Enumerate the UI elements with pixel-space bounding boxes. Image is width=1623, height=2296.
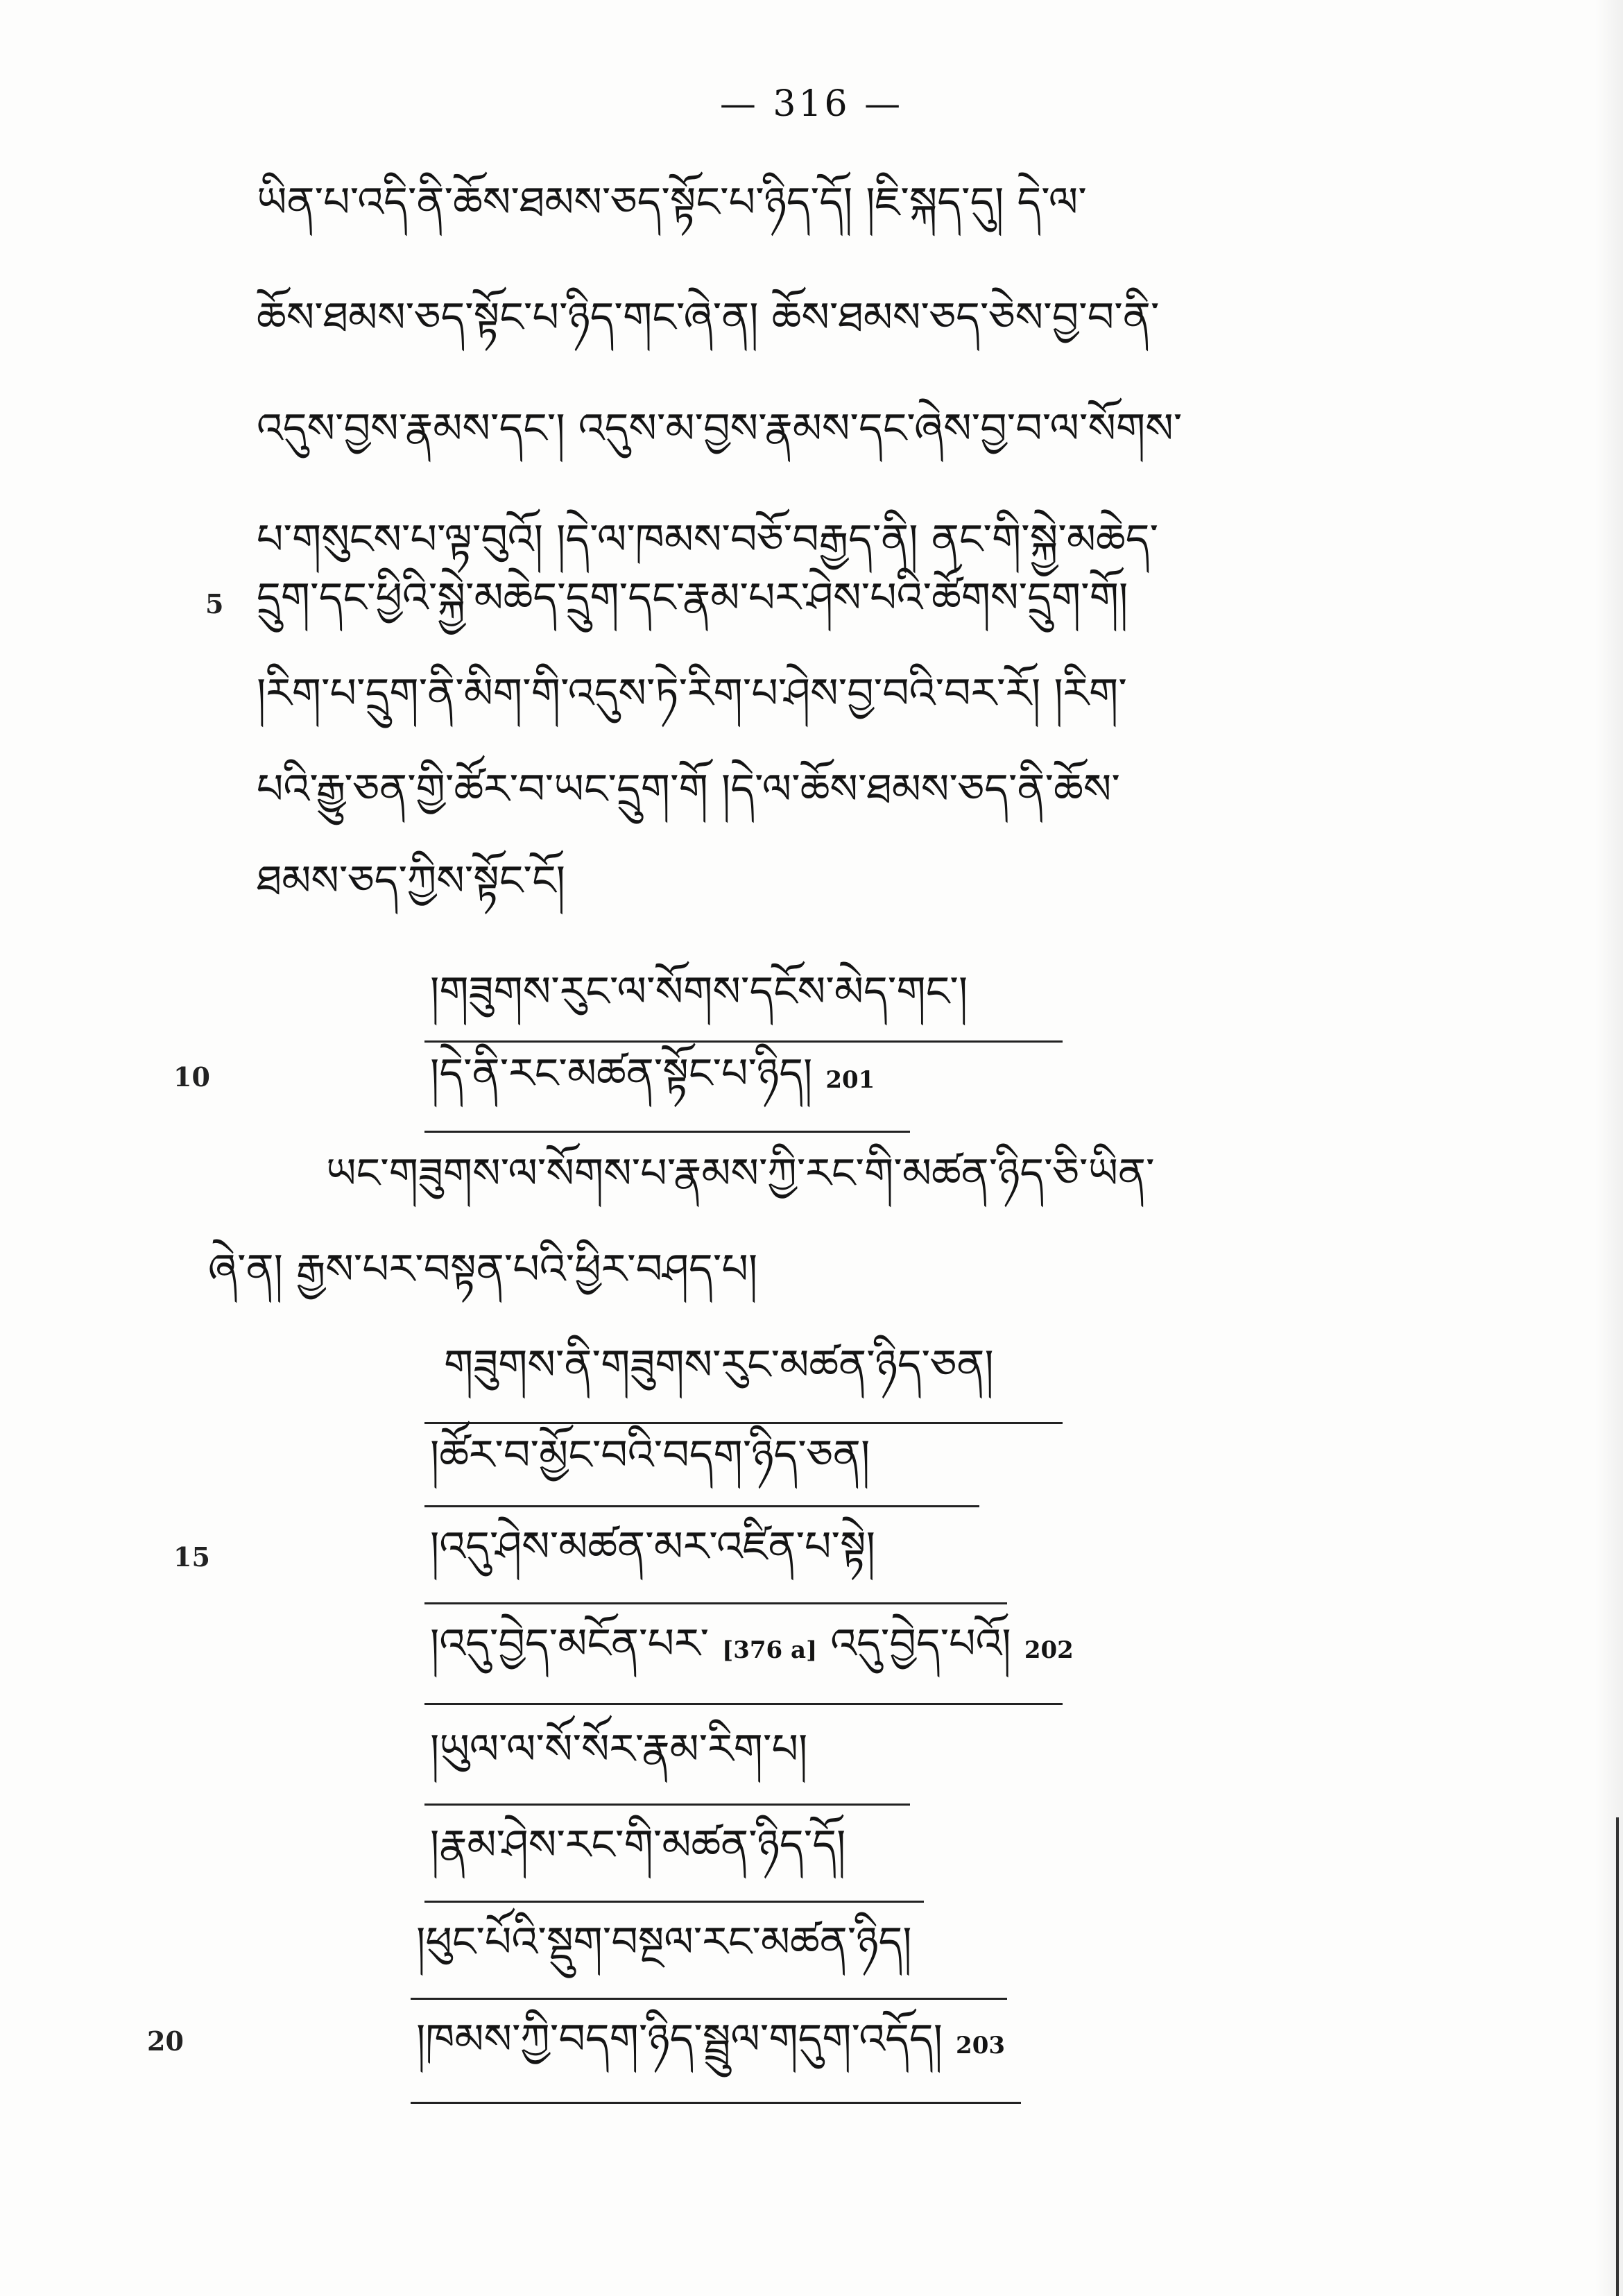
verse-b-underline-2 [424,1505,979,1507]
verse-a-underline-2 [424,1131,910,1133]
verse-a-underline-1 [424,1040,1063,1043]
verse-a-line-1: །གཟུགས་རུང་ལ་སོགས་དངོས་མེད་གང་། [430,968,968,1016]
prose-line-5: དྲུག་དང་ཕྱིའི་སྐྱེ་མཆེད་དྲུག་དང་རྣམ་པར་ཤེས་པའི་ཚོགས་དྲུག་གོ། [257,574,1128,622]
page-number: — 316 — [719,83,904,125]
binding-edge-mark [1616,1817,1619,2296]
verse-e-underline [411,2102,1021,2104]
verse-d-line-3: །ཕུང་པོའི་སྡུག་བསྔལ་རང་མཚན་ཉིད། [416,1918,912,1967]
verse-c-underline [424,1703,1063,1705]
verse-b-underline-3 [424,1602,1007,1604]
prose-line-8: ཐམས་ཅད་ཀྱིས་སྟོང་ངོ། [257,857,565,905]
verse-ref-201: 201 [825,1066,875,1094]
prose-line-6: །རིག་པ་དྲུག་ནི་མིག་གི་འདུས་ཏེ་རིག་པ་ཤེས་བྱ་བའི་བར་རོ། །རིག་ [257,669,1127,718]
verse-e-text: །ཁམས་ཀྱི་བདག་ཉིད་སྦྲུལ་གདུག་འདོད། [416,2015,943,2064]
prose2-line-1: ཡང་གཟུགས་ལ་སོགས་པ་རྣམས་ཀྱི་རང་གི་མཚན་ཉིད་ཅི་ཡིན་ [326,1149,1155,1198]
verse-a-line-2 [430,1050,875,1098]
verse-c-line [430,1620,1074,1668]
prose2-line-2: ཞེ་ན། རྒྱས་པར་བསྟན་པའི་ཕྱིར་བཤད་པ། [208,1245,758,1294]
verse-b-underline-1 [424,1422,1063,1424]
folio-marker: [376 a] [722,1636,818,1664]
verse-c-left-text: །འདུ་བྱེད་མངོན་པར་ [430,1620,710,1668]
prose-line-4: པ་གསུངས་པ་ལྟ་བུའོ། །དེ་ལ་ཁམས་བཅོ་བརྒྱད་ནི། ནང་གི་སྐྱེ་མཆེད་ [257,515,1159,564]
verse-d-underline-3 [411,1998,1007,2000]
verse-d-line-1: །ཡུལ་ལ་སོ་སོར་རྣམ་རིག་པ། [430,1725,808,1774]
verse-b-line-2: །ཚོར་བ་མྱོང་བའི་བདག་ཉིད་ཅན། [430,1431,870,1480]
line-number-10: 10 [173,1061,210,1093]
prose-line-2: ཆོས་ཐམས་ཅད་སྟོང་པ་ཉིད་གང་ཞེ་ན། ཆོས་ཐམས་ཅད་ཅེས་བྱ་བ་ནི་ [257,293,1160,342]
verse-c-right-text: འདུ་བྱེད་པའོ། [830,1620,1011,1668]
prose-line-7: པའི་རྒྱུ་ཅན་གྱི་ཚོར་བ་ཡང་དྲུག་གོ །དེ་ལ་ཆོས་ཐམས་ཅད་ནི་ཆོས་ [257,765,1120,814]
verse-a-line-2-text: །དེ་ནི་རང་མཚན་སྟོང་པ་ཉིད། [430,1050,813,1098]
verse-ref-202: 202 [1024,1636,1074,1664]
scan-edge-shading [1595,0,1623,2296]
line-number-5: 5 [205,588,224,619]
verse-b-line-3: །འདུ་ཤེས་མཚན་མར་འཛིན་པ་སྟེ། [430,1523,875,1571]
verse-d-line-2: །རྣམ་ཤེས་རང་གི་མཚན་ཉིད་དོ། [430,1821,846,1869]
verse-d-underline-1 [424,1804,910,1806]
verse-ref-203: 203 [956,2032,1006,2059]
prose-line-1: ཡིན་པ་འདི་ནི་ཆོས་ཐམས་ཅད་སྟོང་པ་ཉིད་དོ། །ཇི་སྐད་དུ། དེ་ལ་ [257,178,1087,227]
prose-line-3: འདུས་བྱས་རྣམས་དང་། འདུས་མ་བྱས་རྣམས་དང་ཞེས་བྱ་བ་ལ་སོགས་ [257,404,1183,453]
verse-e-line [416,2015,1006,2064]
verse-d-underline-2 [424,1901,924,1903]
line-number-20: 20 [147,2025,184,2057]
line-number-15: 15 [173,1541,210,1573]
verse-b-line-1: གཟུགས་ནི་གཟུགས་རུང་མཚན་ཉིད་ཅན། [444,1341,994,1389]
